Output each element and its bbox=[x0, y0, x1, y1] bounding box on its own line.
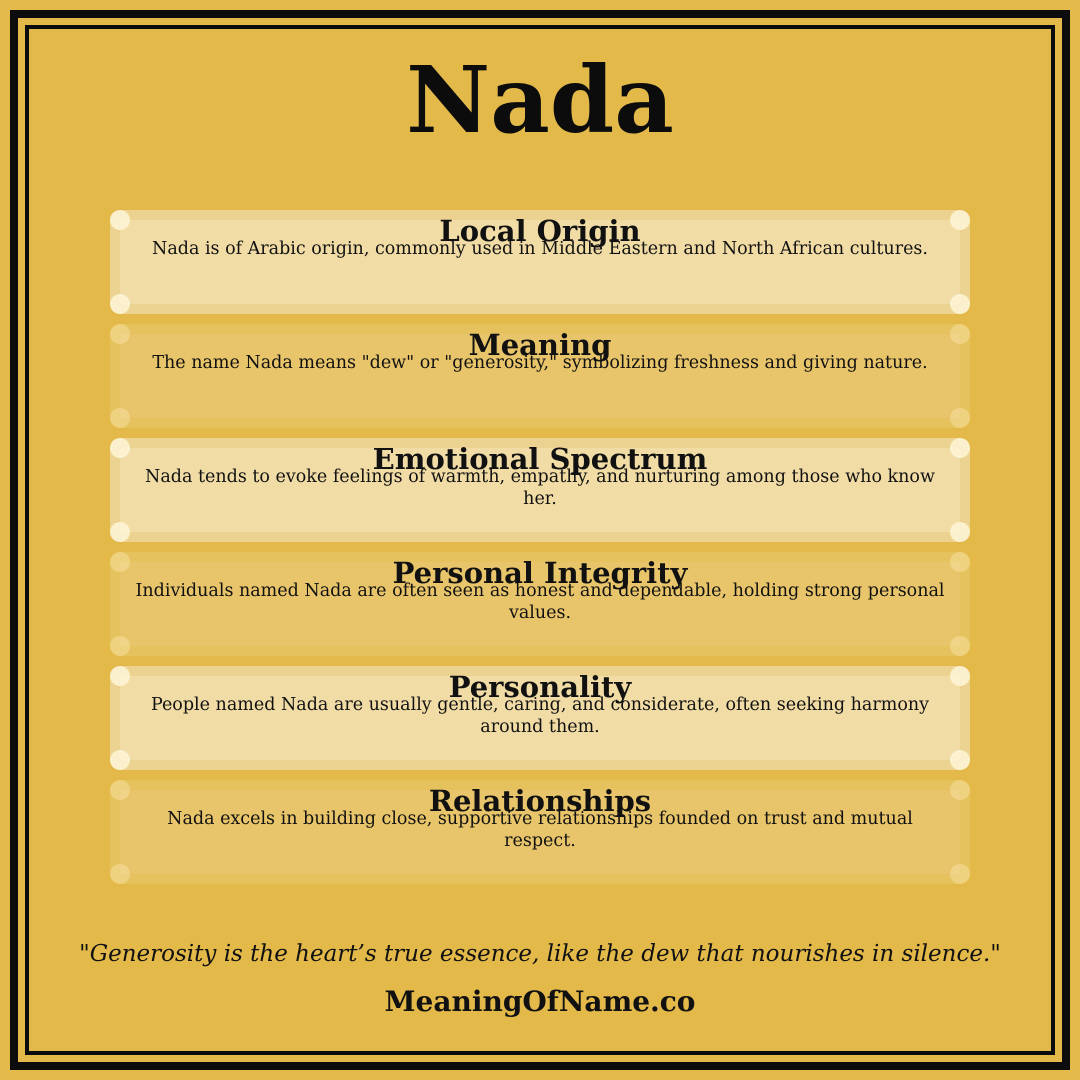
section-text: Nada tends to evoke feelings of warmth, empathy, and nurturing among those who know her. bbox=[145, 467, 935, 509]
section-text: Nada is of Arabic origin, commonly used in Middle Eastern and North African cultures. bbox=[152, 239, 928, 259]
corner-dot bbox=[950, 408, 970, 428]
corner-dot bbox=[110, 294, 130, 314]
corner-dot bbox=[950, 864, 970, 884]
corner-dot bbox=[950, 750, 970, 770]
section-heading: Local Origin bbox=[439, 214, 641, 248]
brand-name: MeaningOfName.co bbox=[384, 985, 696, 1018]
corner-dot bbox=[110, 636, 130, 656]
section-relationships bbox=[110, 780, 970, 884]
section-text: The name Nada means "dew" or "generosity," symbolizing freshness and giving nature. bbox=[152, 353, 928, 373]
section-personality bbox=[110, 666, 970, 770]
section-emotional-spectrum bbox=[110, 438, 970, 542]
section-personal-integrity bbox=[110, 552, 970, 656]
corner-dot bbox=[950, 294, 970, 314]
section-local-origin bbox=[110, 210, 970, 314]
section-meaning bbox=[110, 324, 970, 428]
section-heading: Meaning bbox=[468, 328, 612, 362]
corner-dot bbox=[950, 522, 970, 542]
corner-dot bbox=[110, 522, 130, 542]
quote-text: "Generosity is the heart’s true essence, like the dew that nourishes in silence." bbox=[79, 941, 1001, 967]
corner-dot bbox=[950, 636, 970, 656]
section-text: Individuals named Nada are often seen as honest and dependable, holding strong personal values. bbox=[135, 581, 945, 623]
section-text: People named Nada are usually gentle, caring, and considerate, often seeking harmony around them. bbox=[150, 695, 930, 737]
section-heading: Emotional Spectrum bbox=[372, 442, 708, 476]
corner-dot bbox=[110, 864, 130, 884]
corner-dot bbox=[110, 408, 130, 428]
section-heading: Relationships bbox=[428, 784, 652, 818]
corner-dot bbox=[110, 750, 130, 770]
section-heading: Personality bbox=[448, 670, 632, 704]
section-text: Nada excels in building close, supportive relationships founded on trust and mutual respect. bbox=[167, 809, 913, 851]
page-title: Nada bbox=[406, 46, 674, 154]
section-heading: Personal Integrity bbox=[392, 556, 688, 590]
